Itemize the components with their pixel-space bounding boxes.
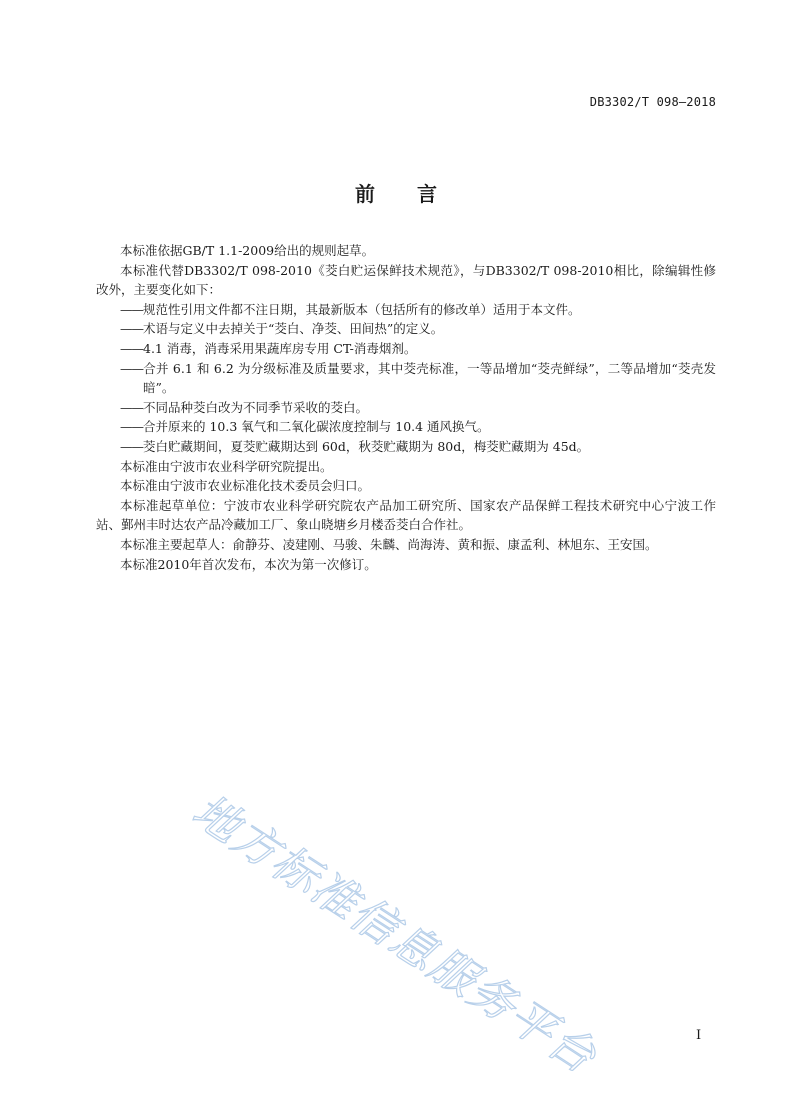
change-item [96, 437, 716, 457]
change-item-text: 4.1 消毒，消毒采用果蔬库房专用 CT-消毒烟剂。 [143, 340, 417, 356]
dash-mark: —— [120, 321, 143, 337]
change-item-text: 不同品种茭白改为不同季节采收的茭白。 [143, 399, 369, 415]
dash-mark: —— [120, 438, 143, 454]
paragraph-drafting-units: 本标准起草单位：宁波市农业科学研究院农产品加工研究所、国家农产品保鲜工程技术研究中心宁波工作站、鄞州丰时达农产品冷藏加工厂、象山晓塘乡月楼岙茭白合作社。 [96, 497, 716, 533]
change-item [96, 339, 716, 359]
paragraph-replacement-note: 本标准代替DB3302/T 098-2010《茭白贮运保鲜技术规范》，与DB3302/T 098-2010相比，除编辑性修改外，主要变化如下： [96, 262, 716, 298]
change-item [96, 359, 716, 398]
change-item-text: 合并原来的 10.3 氧气和二氧化碳浓度控制与 10.4 通风换气。 [143, 419, 490, 435]
dash-mark: —— [120, 360, 143, 376]
paragraph-centralized-by: 本标准由宁波市农业标准化技术委员会归口。 [120, 478, 371, 494]
change-item-text: 茭白贮藏期间，夏茭贮藏期达到 60d，秋茭贮藏期为 80d，梅茭贮藏期为 45d。 [143, 438, 590, 454]
document-code: DB3302/T 098—2018 [589, 95, 716, 109]
dash-mark: —— [120, 399, 143, 415]
change-item [96, 398, 716, 418]
change-item-text: 术语与定义中去掉关于“茭白、净茭、田间热”的定义。 [143, 321, 444, 337]
change-item [96, 319, 716, 339]
paragraph-revision-history: 本标准2010年首次发布，本次为第一次修订。 [120, 556, 377, 572]
change-item [96, 417, 716, 437]
change-item [96, 300, 716, 320]
dash-mark: —— [120, 419, 143, 435]
page-title: 前言 [355, 182, 479, 206]
dash-mark: —— [120, 301, 143, 317]
paragraph-drafters: 本标准主要起草人：俞静芬、凌建刚、马骏、朱麟、尚海涛、黄和振、康孟利、林旭东、王安国。 [120, 536, 658, 552]
foreword-body [96, 241, 716, 574]
change-item-text: 合并 6.1 和 6.2 为分级标准及质量要求，其中茭壳标准，一等品增加“茭壳鲜绿”，二等品增加“茭壳发暗”。 [143, 360, 716, 396]
change-item-text: 规范性引用文件都不注日期，其最新版本（包括所有的修改单）适用于本文件。 [143, 301, 581, 317]
page-number: I [696, 1028, 702, 1043]
watermark: 地方标准信息服务平台 [183, 783, 607, 1085]
paragraph-proposer: 本标准由宁波市农业科学研究院提出。 [120, 458, 333, 474]
paragraph-drafting-basis: 本标准依据GB/T 1.1-2009给出的规则起草。 [120, 243, 375, 258]
dash-mark: —— [120, 340, 143, 356]
